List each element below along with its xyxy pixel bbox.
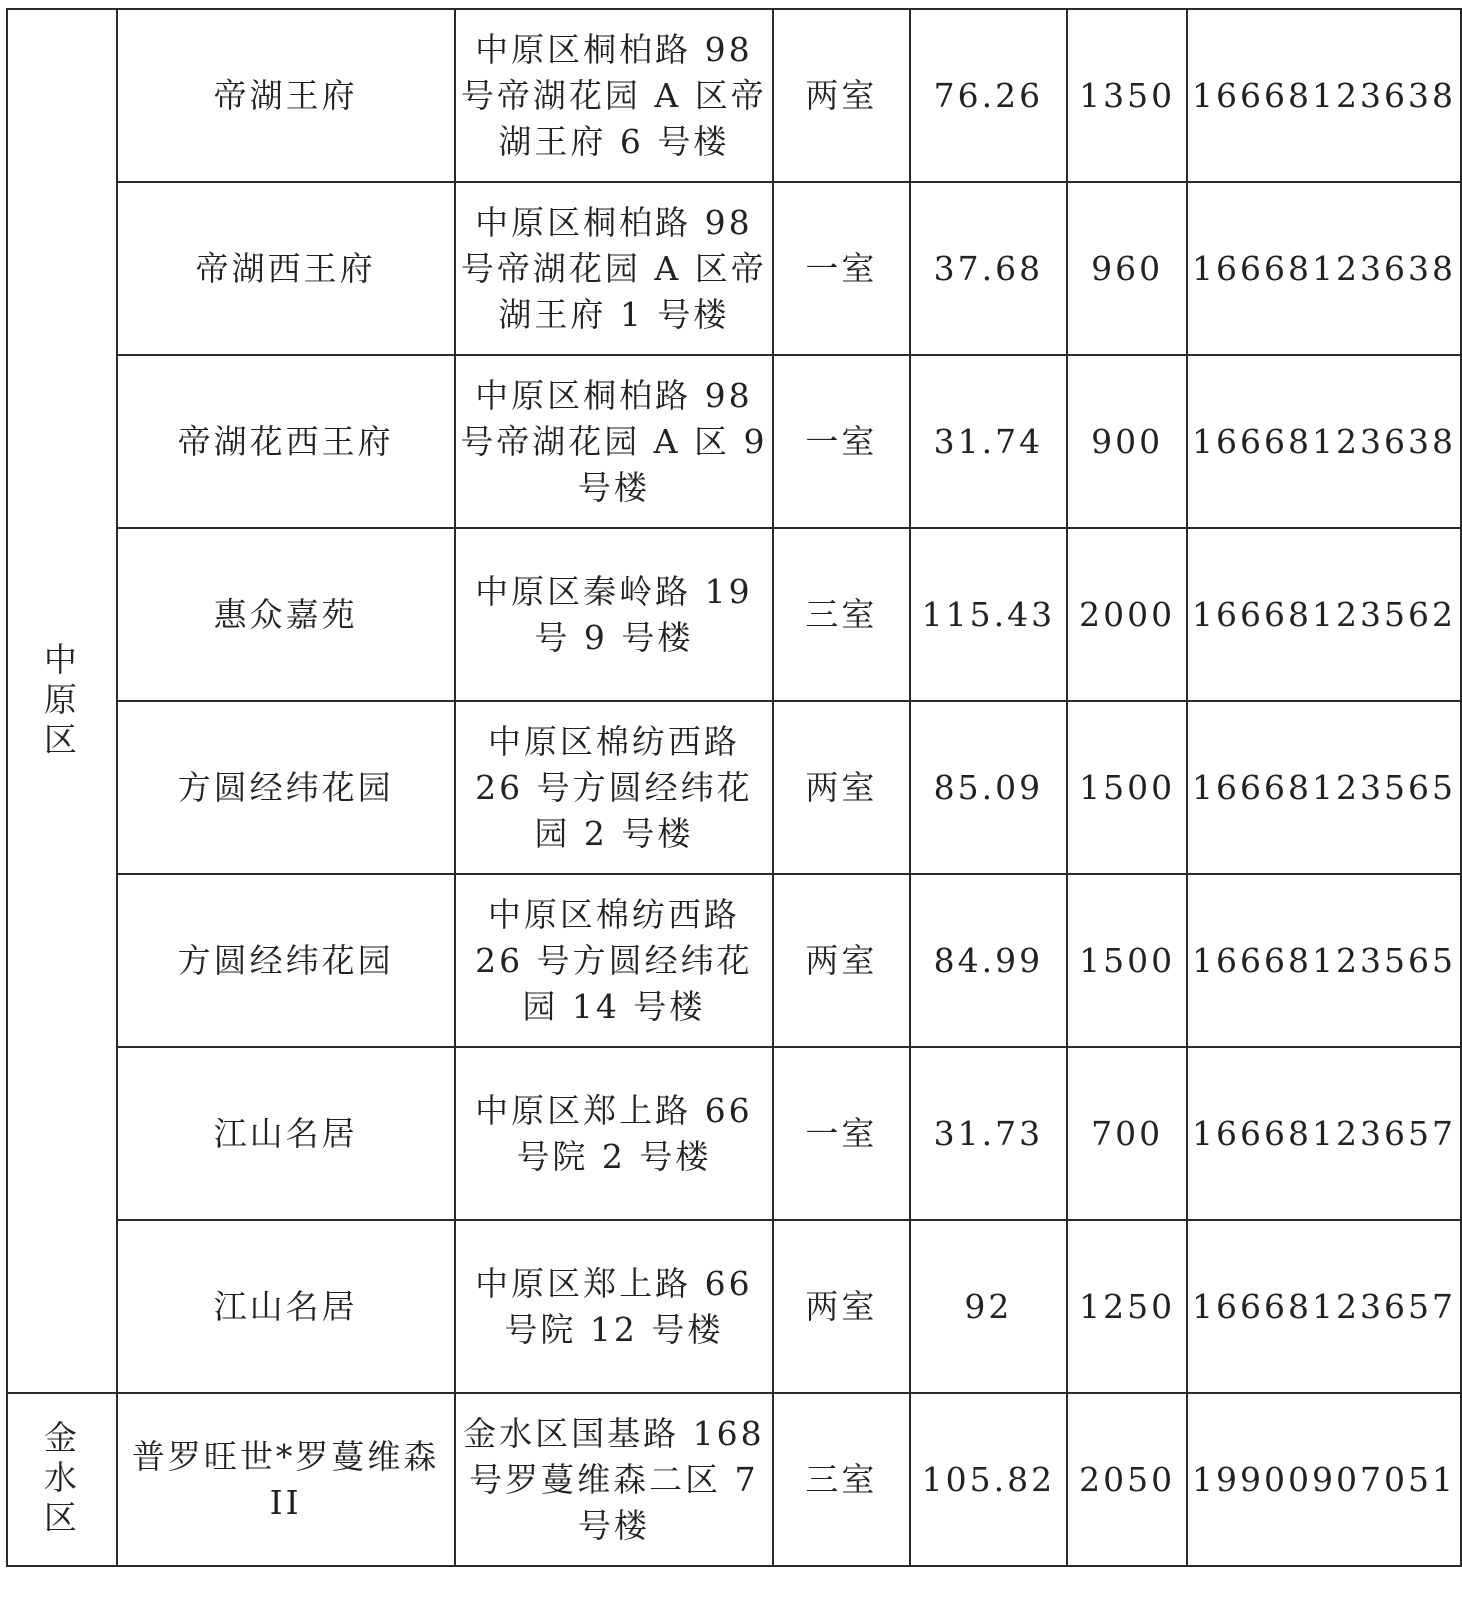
- rent-cell: 900: [1067, 355, 1187, 528]
- rent-cell: 2000: [1067, 528, 1187, 701]
- rent-cell: 1250: [1067, 1220, 1187, 1393]
- table-row: [7, 355, 1461, 528]
- area-cell: 115.43: [910, 528, 1068, 701]
- table-row: [7, 1047, 1461, 1220]
- area-cell: 85.09: [910, 701, 1068, 874]
- community-name-cell: 方圆经纬花园: [117, 701, 455, 874]
- table-row: [7, 528, 1461, 701]
- room-type-cell: 三室: [773, 1393, 909, 1566]
- community-name-cell: 普罗旺世*罗蔓维森 II: [117, 1393, 455, 1566]
- area-cell: 105.82: [910, 1393, 1068, 1566]
- room-type-cell: 两室: [773, 9, 909, 182]
- phone-cell: 19900907051: [1187, 1393, 1461, 1566]
- rent-cell: 700: [1067, 1047, 1187, 1220]
- phone-cell: 16668123638: [1187, 355, 1461, 528]
- room-type-cell: 一室: [773, 182, 909, 355]
- area-cell: 76.26: [910, 9, 1068, 182]
- table-row: [7, 1220, 1461, 1393]
- area-cell: 31.73: [910, 1047, 1068, 1220]
- community-name-cell: 帝湖西王府: [117, 182, 455, 355]
- address-cell: 中原区棉纺西路 26 号方圆经纬花园 2 号楼: [455, 701, 774, 874]
- rent-cell: 1500: [1067, 874, 1187, 1047]
- address-cell: 金水区国基路 168 号罗蔓维森二区 7 号楼: [455, 1393, 774, 1566]
- district-name: 中原区: [43, 639, 80, 759]
- area-cell: 84.99: [910, 874, 1068, 1047]
- table-row: [7, 182, 1461, 355]
- community-name-cell: 帝湖花西王府: [117, 355, 455, 528]
- address-cell: 中原区桐柏路 98 号帝湖花园 A 区帝湖王府 1 号楼: [455, 182, 774, 355]
- table-row: [7, 701, 1461, 874]
- table-row: [7, 9, 1461, 182]
- rent-cell: 1350: [1067, 9, 1187, 182]
- area-cell: 37.68: [910, 182, 1068, 355]
- district-cell: [7, 1393, 117, 1566]
- address-cell: 中原区桐柏路 98 号帝湖花园 A 区帝湖王府 6 号楼: [455, 9, 774, 182]
- community-name-cell: 惠众嘉苑: [117, 528, 455, 701]
- community-name-cell: 帝湖王府: [117, 9, 455, 182]
- address-cell: 中原区桐柏路 98 号帝湖花园 A 区 9 号楼: [455, 355, 774, 528]
- room-type-cell: 三室: [773, 528, 909, 701]
- rent-cell: 1500: [1067, 701, 1187, 874]
- phone-cell: 16668123565: [1187, 874, 1461, 1047]
- room-type-cell: 两室: [773, 874, 909, 1047]
- phone-cell: 16668123638: [1187, 9, 1461, 182]
- phone-cell: 16668123638: [1187, 182, 1461, 355]
- rent-cell: 2050: [1067, 1393, 1187, 1566]
- address-cell: 中原区棉纺西路 26 号方圆经纬花园 14 号楼: [455, 874, 774, 1047]
- address-cell: 中原区秦岭路 19 号 9 号楼: [455, 528, 774, 701]
- phone-cell: 16668123562: [1187, 528, 1461, 701]
- district-name: 金水区: [43, 1418, 80, 1537]
- district-cell: [7, 9, 117, 1393]
- phone-cell: 16668123657: [1187, 1220, 1461, 1393]
- address-cell: 中原区郑上路 66 号院 2 号楼: [455, 1047, 774, 1220]
- area-cell: 31.74: [910, 355, 1068, 528]
- room-type-cell: 两室: [773, 1220, 909, 1393]
- community-name-cell: 江山名居: [117, 1047, 455, 1220]
- housing-listing-table: [6, 8, 1462, 1567]
- address-cell: 中原区郑上路 66 号院 12 号楼: [455, 1220, 774, 1393]
- community-name-cell: 江山名居: [117, 1220, 455, 1393]
- table-row: [7, 874, 1461, 1047]
- community-name-cell: 方圆经纬花园: [117, 874, 455, 1047]
- phone-cell: 16668123657: [1187, 1047, 1461, 1220]
- area-cell: 92: [910, 1220, 1068, 1393]
- table-row: [7, 1393, 1461, 1566]
- room-type-cell: 一室: [773, 1047, 909, 1220]
- phone-cell: 16668123565: [1187, 701, 1461, 874]
- rent-cell: 960: [1067, 182, 1187, 355]
- room-type-cell: 两室: [773, 701, 909, 874]
- room-type-cell: 一室: [773, 355, 909, 528]
